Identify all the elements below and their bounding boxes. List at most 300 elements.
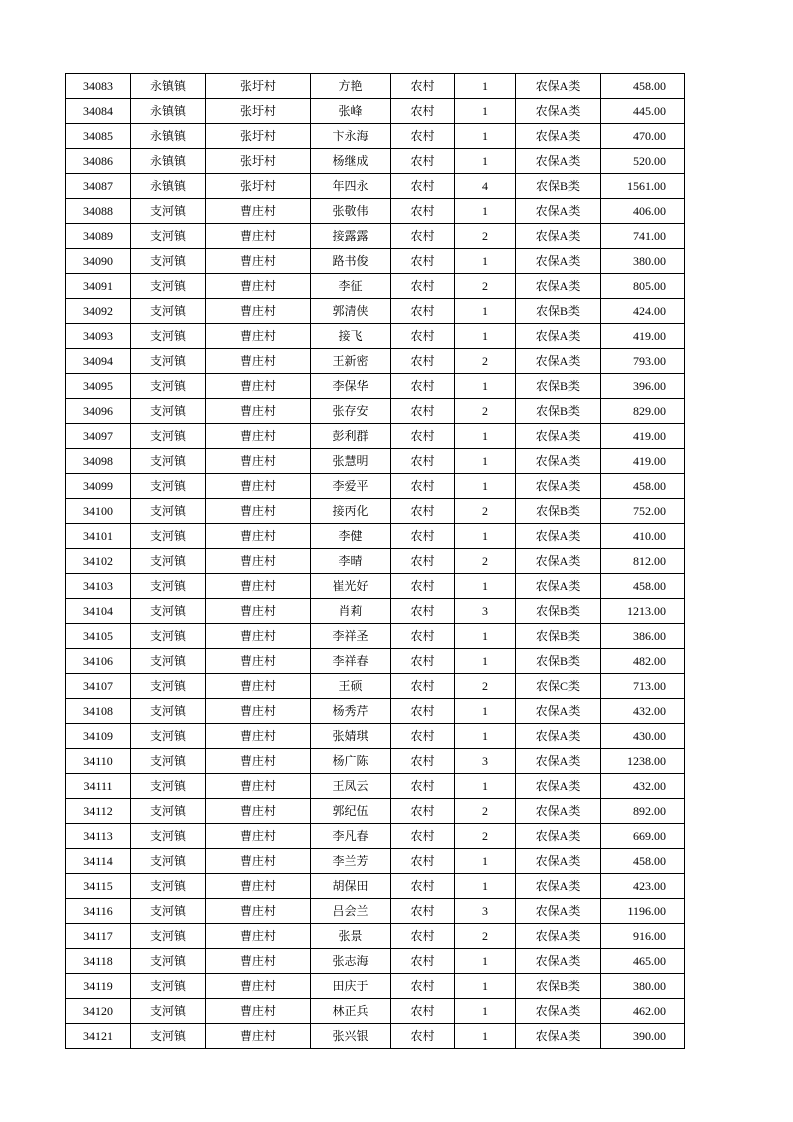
- cell-town: 支河镇: [131, 699, 206, 724]
- cell-name: 年四永: [311, 174, 391, 199]
- cell-name: 杨继成: [311, 149, 391, 174]
- cell-name: 李爱平: [311, 474, 391, 499]
- cell-category: 农村: [391, 774, 455, 799]
- cell-name: 王凤云: [311, 774, 391, 799]
- cell-category: 农村: [391, 574, 455, 599]
- cell-insurance-type: 农保A类: [516, 474, 601, 499]
- cell-name: 田庆于: [311, 974, 391, 999]
- cell-category: 农村: [391, 124, 455, 149]
- cell-amount: 430.00: [601, 724, 685, 749]
- cell-insurance-type: 农保A类: [516, 74, 601, 99]
- cell-name: 路书俊: [311, 249, 391, 274]
- cell-name: 李健: [311, 524, 391, 549]
- table-row: [66, 749, 685, 774]
- cell-id: 34115: [66, 874, 131, 899]
- cell-category: 农村: [391, 599, 455, 624]
- cell-village: 曹庄村: [206, 799, 311, 824]
- cell-count: 3: [455, 749, 516, 774]
- cell-count: 1: [455, 99, 516, 124]
- cell-insurance-type: 农保A类: [516, 824, 601, 849]
- cell-id: 34091: [66, 274, 131, 299]
- cell-category: 农村: [391, 549, 455, 574]
- cell-name: 李凡春: [311, 824, 391, 849]
- cell-amount: 713.00: [601, 674, 685, 699]
- cell-amount: 396.00: [601, 374, 685, 399]
- cell-name: 卞永海: [311, 124, 391, 149]
- cell-name: 杨秀芹: [311, 699, 391, 724]
- cell-count: 1: [455, 249, 516, 274]
- table-row: [66, 624, 685, 649]
- cell-name: 吕会兰: [311, 899, 391, 924]
- cell-insurance-type: 农保C类: [516, 674, 601, 699]
- cell-count: 2: [455, 224, 516, 249]
- cell-id: 34105: [66, 624, 131, 649]
- table-row: [66, 949, 685, 974]
- cell-village: 曹庄村: [206, 499, 311, 524]
- cell-category: 农村: [391, 624, 455, 649]
- cell-insurance-type: 农保A类: [516, 224, 601, 249]
- cell-id: 34092: [66, 299, 131, 324]
- cell-insurance-type: 农保A类: [516, 924, 601, 949]
- cell-village: 曹庄村: [206, 749, 311, 774]
- table-row: [66, 874, 685, 899]
- table-row: [66, 674, 685, 699]
- cell-count: 1: [455, 1024, 516, 1049]
- cell-name: 张志海: [311, 949, 391, 974]
- cell-town: 支河镇: [131, 924, 206, 949]
- cell-village: 曹庄村: [206, 274, 311, 299]
- cell-amount: 812.00: [601, 549, 685, 574]
- cell-town: 永镇镇: [131, 149, 206, 174]
- cell-village: 张圩村: [206, 149, 311, 174]
- cell-id: 34090: [66, 249, 131, 274]
- cell-town: 支河镇: [131, 549, 206, 574]
- cell-insurance-type: 农保A类: [516, 124, 601, 149]
- cell-amount: 458.00: [601, 849, 685, 874]
- cell-amount: 1196.00: [601, 899, 685, 924]
- cell-count: 4: [455, 174, 516, 199]
- cell-town: 支河镇: [131, 199, 206, 224]
- cell-name: 杨广陈: [311, 749, 391, 774]
- cell-town: 支河镇: [131, 399, 206, 424]
- table-row: [66, 224, 685, 249]
- cell-id: 34101: [66, 524, 131, 549]
- cell-amount: 406.00: [601, 199, 685, 224]
- cell-amount: 829.00: [601, 399, 685, 424]
- cell-village: 曹庄村: [206, 324, 311, 349]
- cell-name: 李祥圣: [311, 624, 391, 649]
- cell-category: 农村: [391, 849, 455, 874]
- cell-amount: 892.00: [601, 799, 685, 824]
- cell-village: 曹庄村: [206, 824, 311, 849]
- cell-village: 曹庄村: [206, 774, 311, 799]
- cell-amount: 805.00: [601, 274, 685, 299]
- cell-town: 支河镇: [131, 599, 206, 624]
- cell-insurance-type: 农保A类: [516, 349, 601, 374]
- cell-category: 农村: [391, 224, 455, 249]
- cell-town: 支河镇: [131, 224, 206, 249]
- cell-id: 34111: [66, 774, 131, 799]
- table-row: [66, 574, 685, 599]
- cell-category: 农村: [391, 949, 455, 974]
- cell-village: 曹庄村: [206, 999, 311, 1024]
- cell-count: 1: [455, 149, 516, 174]
- cell-name: 张婧琪: [311, 724, 391, 749]
- cell-town: 支河镇: [131, 899, 206, 924]
- cell-town: 支河镇: [131, 499, 206, 524]
- cell-category: 农村: [391, 874, 455, 899]
- cell-town: 支河镇: [131, 774, 206, 799]
- cell-name: 李晴: [311, 549, 391, 574]
- cell-name: 彭利群: [311, 424, 391, 449]
- cell-insurance-type: 农保A类: [516, 849, 601, 874]
- cell-insurance-type: 农保B类: [516, 374, 601, 399]
- cell-amount: 752.00: [601, 499, 685, 524]
- table-row: [66, 249, 685, 274]
- cell-count: 2: [455, 274, 516, 299]
- cell-count: 2: [455, 799, 516, 824]
- cell-village: 曹庄村: [206, 674, 311, 699]
- cell-category: 农村: [391, 999, 455, 1024]
- cell-id: 34114: [66, 849, 131, 874]
- cell-category: 农村: [391, 924, 455, 949]
- cell-count: 1: [455, 374, 516, 399]
- cell-town: 支河镇: [131, 624, 206, 649]
- table-row: [66, 524, 685, 549]
- cell-insurance-type: 农保A类: [516, 324, 601, 349]
- cell-count: 2: [455, 824, 516, 849]
- cell-count: 1: [455, 774, 516, 799]
- table-row: [66, 774, 685, 799]
- cell-village: 曹庄村: [206, 524, 311, 549]
- cell-insurance-type: 农保A类: [516, 249, 601, 274]
- cell-village: 曹庄村: [206, 549, 311, 574]
- cell-town: 支河镇: [131, 849, 206, 874]
- cell-id: 34117: [66, 924, 131, 949]
- cell-count: 3: [455, 899, 516, 924]
- cell-village: 张圩村: [206, 74, 311, 99]
- cell-village: 张圩村: [206, 124, 311, 149]
- cell-village: 曹庄村: [206, 224, 311, 249]
- cell-count: 2: [455, 674, 516, 699]
- cell-id: 34119: [66, 974, 131, 999]
- cell-insurance-type: 农保A类: [516, 724, 601, 749]
- cell-id: 34089: [66, 224, 131, 249]
- cell-village: 曹庄村: [206, 374, 311, 399]
- cell-name: 王新密: [311, 349, 391, 374]
- cell-amount: 380.00: [601, 249, 685, 274]
- cell-insurance-type: 农保B类: [516, 399, 601, 424]
- cell-id: 34098: [66, 449, 131, 474]
- cell-id: 34103: [66, 574, 131, 599]
- cell-village: 曹庄村: [206, 424, 311, 449]
- cell-category: 农村: [391, 199, 455, 224]
- cell-insurance-type: 农保A类: [516, 199, 601, 224]
- cell-amount: 669.00: [601, 824, 685, 849]
- cell-town: 永镇镇: [131, 99, 206, 124]
- cell-count: 2: [455, 349, 516, 374]
- cell-count: 1: [455, 949, 516, 974]
- cell-amount: 423.00: [601, 874, 685, 899]
- cell-insurance-type: 农保A类: [516, 999, 601, 1024]
- cell-insurance-type: 农保B类: [516, 624, 601, 649]
- cell-insurance-type: 农保A类: [516, 899, 601, 924]
- cell-insurance-type: 农保A类: [516, 424, 601, 449]
- cell-category: 农村: [391, 974, 455, 999]
- cell-town: 支河镇: [131, 449, 206, 474]
- cell-count: 1: [455, 724, 516, 749]
- table-row: [66, 549, 685, 574]
- cell-town: 永镇镇: [131, 74, 206, 99]
- cell-amount: 1561.00: [601, 174, 685, 199]
- cell-town: 支河镇: [131, 674, 206, 699]
- cell-town: 支河镇: [131, 974, 206, 999]
- table-row: [66, 599, 685, 624]
- cell-id: 34102: [66, 549, 131, 574]
- cell-count: 2: [455, 399, 516, 424]
- cell-count: 2: [455, 924, 516, 949]
- cell-id: 34121: [66, 1024, 131, 1049]
- cell-town: 支河镇: [131, 724, 206, 749]
- cell-id: 34086: [66, 149, 131, 174]
- cell-id: 34084: [66, 99, 131, 124]
- cell-id: 34096: [66, 399, 131, 424]
- cell-name: 郭纪伍: [311, 799, 391, 824]
- cell-id: 34095: [66, 374, 131, 399]
- cell-amount: 445.00: [601, 99, 685, 124]
- cell-village: 曹庄村: [206, 924, 311, 949]
- cell-town: 支河镇: [131, 749, 206, 774]
- cell-id: 34116: [66, 899, 131, 924]
- table-row: [66, 399, 685, 424]
- cell-id: 34106: [66, 649, 131, 674]
- cell-id: 34112: [66, 799, 131, 824]
- cell-id: 34109: [66, 724, 131, 749]
- cell-id: 34113: [66, 824, 131, 849]
- cell-category: 农村: [391, 474, 455, 499]
- cell-insurance-type: 农保A类: [516, 699, 601, 724]
- cell-id: 34099: [66, 474, 131, 499]
- cell-village: 曹庄村: [206, 574, 311, 599]
- cell-count: 1: [455, 124, 516, 149]
- cell-category: 农村: [391, 74, 455, 99]
- record-table: [65, 73, 685, 1049]
- cell-town: 支河镇: [131, 949, 206, 974]
- cell-category: 农村: [391, 449, 455, 474]
- cell-town: 永镇镇: [131, 124, 206, 149]
- cell-insurance-type: 农保A类: [516, 274, 601, 299]
- cell-insurance-type: 农保A类: [516, 1024, 601, 1049]
- cell-amount: 419.00: [601, 424, 685, 449]
- cell-amount: 482.00: [601, 649, 685, 674]
- cell-village: 曹庄村: [206, 724, 311, 749]
- table-row: [66, 824, 685, 849]
- cell-name: 王硕: [311, 674, 391, 699]
- cell-name: 林正兵: [311, 999, 391, 1024]
- cell-insurance-type: 农保A类: [516, 449, 601, 474]
- cell-insurance-type: 农保B类: [516, 174, 601, 199]
- cell-town: 支河镇: [131, 824, 206, 849]
- cell-category: 农村: [391, 824, 455, 849]
- cell-village: 曹庄村: [206, 624, 311, 649]
- cell-category: 农村: [391, 274, 455, 299]
- cell-category: 农村: [391, 399, 455, 424]
- cell-village: 曹庄村: [206, 599, 311, 624]
- cell-name: 胡保田: [311, 874, 391, 899]
- cell-category: 农村: [391, 799, 455, 824]
- cell-count: 1: [455, 424, 516, 449]
- cell-id: 34087: [66, 174, 131, 199]
- table-row: [66, 924, 685, 949]
- cell-insurance-type: 农保B类: [516, 649, 601, 674]
- cell-count: 1: [455, 524, 516, 549]
- cell-village: 曹庄村: [206, 299, 311, 324]
- cell-count: 1: [455, 474, 516, 499]
- cell-town: 支河镇: [131, 874, 206, 899]
- cell-village: 曹庄村: [206, 874, 311, 899]
- table-row: [66, 724, 685, 749]
- cell-count: 2: [455, 549, 516, 574]
- cell-amount: 465.00: [601, 949, 685, 974]
- cell-town: 支河镇: [131, 649, 206, 674]
- cell-name: 张景: [311, 924, 391, 949]
- record-table-body: [66, 74, 685, 1049]
- cell-insurance-type: 农保B类: [516, 299, 601, 324]
- cell-insurance-type: 农保B类: [516, 599, 601, 624]
- cell-count: 1: [455, 624, 516, 649]
- cell-amount: 1238.00: [601, 749, 685, 774]
- cell-town: 支河镇: [131, 274, 206, 299]
- cell-amount: 410.00: [601, 524, 685, 549]
- cell-count: 1: [455, 649, 516, 674]
- cell-village: 曹庄村: [206, 974, 311, 999]
- table-row: [66, 449, 685, 474]
- cell-id: 34100: [66, 499, 131, 524]
- table-row: [66, 349, 685, 374]
- cell-id: 34120: [66, 999, 131, 1024]
- cell-count: 1: [455, 449, 516, 474]
- cell-category: 农村: [391, 324, 455, 349]
- cell-amount: 458.00: [601, 474, 685, 499]
- cell-category: 农村: [391, 424, 455, 449]
- cell-category: 农村: [391, 299, 455, 324]
- cell-name: 张存安: [311, 399, 391, 424]
- cell-name: 接丙化: [311, 499, 391, 524]
- cell-amount: 424.00: [601, 299, 685, 324]
- cell-category: 农村: [391, 349, 455, 374]
- cell-id: 34107: [66, 674, 131, 699]
- cell-amount: 390.00: [601, 1024, 685, 1049]
- cell-town: 支河镇: [131, 424, 206, 449]
- table-row: [66, 649, 685, 674]
- table-row: [66, 974, 685, 999]
- cell-category: 农村: [391, 649, 455, 674]
- table-row: [66, 999, 685, 1024]
- cell-insurance-type: 农保A类: [516, 799, 601, 824]
- cell-name: 郭清侠: [311, 299, 391, 324]
- cell-name: 方艳: [311, 74, 391, 99]
- cell-amount: 793.00: [601, 349, 685, 374]
- table-row: [66, 699, 685, 724]
- cell-village: 曹庄村: [206, 899, 311, 924]
- cell-category: 农村: [391, 674, 455, 699]
- cell-village: 曹庄村: [206, 449, 311, 474]
- cell-amount: 741.00: [601, 224, 685, 249]
- cell-village: 曹庄村: [206, 849, 311, 874]
- cell-amount: 470.00: [601, 124, 685, 149]
- cell-name: 张慧明: [311, 449, 391, 474]
- cell-amount: 386.00: [601, 624, 685, 649]
- cell-name: 接飞: [311, 324, 391, 349]
- table-container: [65, 73, 685, 1049]
- table-row: [66, 799, 685, 824]
- cell-amount: 419.00: [601, 449, 685, 474]
- cell-id: 34093: [66, 324, 131, 349]
- cell-count: 1: [455, 199, 516, 224]
- cell-name: 肖莉: [311, 599, 391, 624]
- table-row: [66, 899, 685, 924]
- table-row: [66, 374, 685, 399]
- cell-category: 农村: [391, 374, 455, 399]
- cell-count: 1: [455, 999, 516, 1024]
- cell-insurance-type: 农保A类: [516, 574, 601, 599]
- cell-name: 张兴银: [311, 1024, 391, 1049]
- cell-id: 34110: [66, 749, 131, 774]
- cell-amount: 380.00: [601, 974, 685, 999]
- cell-town: 支河镇: [131, 524, 206, 549]
- cell-insurance-type: 农保A类: [516, 949, 601, 974]
- cell-village: 曹庄村: [206, 649, 311, 674]
- cell-town: 支河镇: [131, 349, 206, 374]
- table-row: [66, 124, 685, 149]
- cell-insurance-type: 农保A类: [516, 749, 601, 774]
- cell-insurance-type: 农保A类: [516, 149, 601, 174]
- cell-village: 曹庄村: [206, 399, 311, 424]
- cell-amount: 432.00: [601, 774, 685, 799]
- cell-town: 支河镇: [131, 374, 206, 399]
- cell-id: 34104: [66, 599, 131, 624]
- cell-count: 1: [455, 699, 516, 724]
- cell-id: 34118: [66, 949, 131, 974]
- cell-count: 2: [455, 499, 516, 524]
- cell-town: 支河镇: [131, 999, 206, 1024]
- table-row: [66, 299, 685, 324]
- table-row: [66, 849, 685, 874]
- cell-category: 农村: [391, 149, 455, 174]
- cell-count: 1: [455, 324, 516, 349]
- cell-village: 曹庄村: [206, 349, 311, 374]
- cell-name: 崔光好: [311, 574, 391, 599]
- cell-village: 曹庄村: [206, 474, 311, 499]
- cell-village: 曹庄村: [206, 249, 311, 274]
- cell-category: 农村: [391, 249, 455, 274]
- cell-town: 支河镇: [131, 299, 206, 324]
- cell-name: 李祥春: [311, 649, 391, 674]
- cell-name: 张峰: [311, 99, 391, 124]
- cell-town: 支河镇: [131, 799, 206, 824]
- cell-village: 曹庄村: [206, 949, 311, 974]
- table-row: [66, 149, 685, 174]
- cell-count: 1: [455, 849, 516, 874]
- cell-village: 曹庄村: [206, 199, 311, 224]
- cell-id: 34088: [66, 199, 131, 224]
- cell-amount: 432.00: [601, 699, 685, 724]
- cell-amount: 458.00: [601, 574, 685, 599]
- cell-amount: 462.00: [601, 999, 685, 1024]
- table-row: [66, 324, 685, 349]
- cell-insurance-type: 农保A类: [516, 99, 601, 124]
- cell-insurance-type: 农保A类: [516, 874, 601, 899]
